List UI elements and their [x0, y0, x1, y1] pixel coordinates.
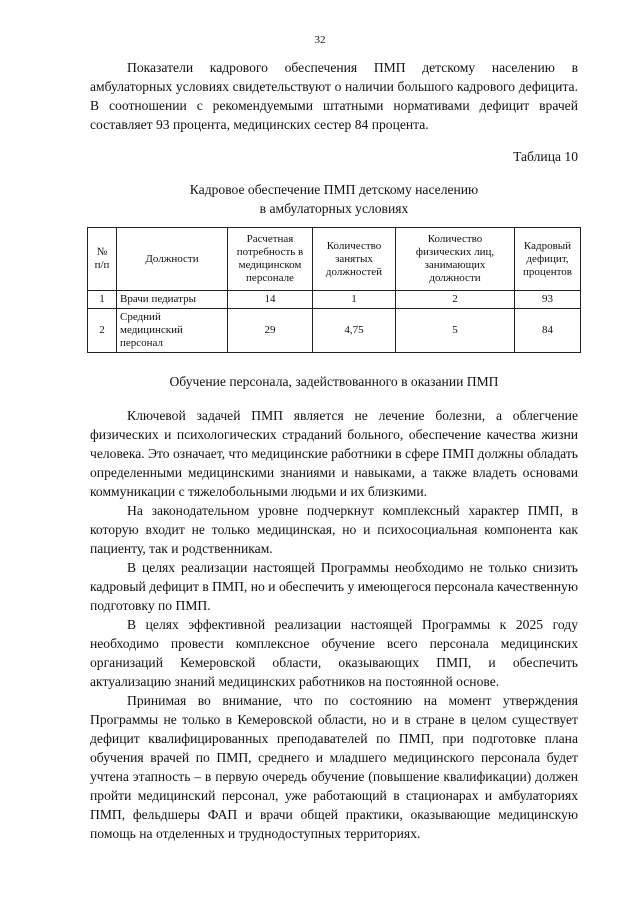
cell-number: 1 — [88, 291, 117, 309]
table-row — [88, 309, 581, 353]
cell-estimated-need: 14 — [228, 291, 313, 309]
cell-estimated-need: 29 — [228, 309, 313, 353]
cell-staff-deficit: 84 — [515, 309, 581, 353]
table-header-row — [88, 228, 581, 291]
section-title: Обучение персонала, задействованного в оказании ПМП — [169, 374, 499, 389]
header-number: № п/п — [88, 228, 117, 291]
table-caption-line-2: в амбулаторных условиях — [259, 201, 409, 216]
cell-position: Врачи педиатры — [117, 291, 228, 309]
table-caption-line-1: Кадровое обеспечение ПМП детскому населению — [189, 182, 479, 197]
staffing-table — [87, 227, 581, 353]
cell-position: Средний медицинский персонал — [117, 309, 228, 353]
body-paragraph: Принимая во внимание, что по состоянию на момент утверждения Программы не только в Кемеровской области, но и в стране в целом существует дефицит квалифицированных преподавателей по ПМП, при подготовке плана обучения врачей по ПМП, среднего и младшего медицинского персонала будет учтена этапность – в первую очередь обучение (повышение квалификации) должен пройти медицинский персонал, уже работающий в стационарах и амбулаториях ПМП, фельдшеры ФАП и врачи общей практики, оказывающие медицинскую помощь на отделенных и труднодоступных территориях. — [90, 693, 578, 841]
body-paragraph: В целях эффективной реализации настоящей Программы к 2025 году необходимо провести комплексное обучение всего персонала медицинских организаций Кемеровской области, оказывающих ПМП, и обеспечить актуализацию знаний медицинских работников на постоянной основе. — [90, 617, 578, 689]
cell-occupied-positions: 1 — [313, 291, 396, 309]
header-estimated-need: Расчетная потребность в медицинском персонале — [228, 228, 313, 291]
header-occupied-positions: Количество занятых должностей — [313, 228, 396, 291]
header-staff-deficit: Кадровый дефицит, процентов — [515, 228, 581, 291]
cell-number: 2 — [88, 309, 117, 353]
table-label: Таблица 10 — [513, 149, 578, 164]
intro-paragraph: Показатели кадрового обеспечения ПМП детскому населению в амбулаторных условиях свидетельствуют о наличии большого кадрового дефицита. В соотношении с рекомендуемыми штатными нормативами дефицит врачей составляет 93 процента, медицинских сестер 84 процента. — [90, 60, 578, 132]
page-number: 32 — [314, 34, 326, 46]
cell-staff-deficit: 93 — [515, 291, 581, 309]
table-row — [88, 291, 581, 309]
cell-occupied-positions: 4,75 — [313, 309, 396, 353]
header-position: Должности — [117, 228, 228, 291]
body-paragraph: Ключевой задачей ПМП является не лечение болезни, а облегчение физических и психологических страданий больного, обеспечение качества жизни человека. Это означает, что медицинские работники в сфере ПМП должны обладать определенными медицинскими знаниями и навыками, а также владеть основами коммуникации с тяжелобольными людьми и их близкими. — [90, 408, 578, 499]
body-text — [90, 406, 578, 843]
table-caption — [90, 180, 578, 218]
body-paragraph: На законодательном уровне подчеркнут комплексный характер ПМП, в которую входит не только медицинская, но и психосоциальная компонента как пациенту, так и родственникам. — [90, 503, 578, 556]
intro-paragraph-block — [90, 58, 578, 134]
header-physical-persons: Количество физических лиц, занимающих должности — [396, 228, 515, 291]
body-paragraph: В целях реализации настоящей Программы необходимо не только снизить кадровый дефицит в ПМП, но и обеспечить у имеющегося персонала качественную подготовку по ПМП. — [90, 560, 578, 613]
cell-physical-persons: 5 — [396, 309, 515, 353]
cell-physical-persons: 2 — [396, 291, 515, 309]
